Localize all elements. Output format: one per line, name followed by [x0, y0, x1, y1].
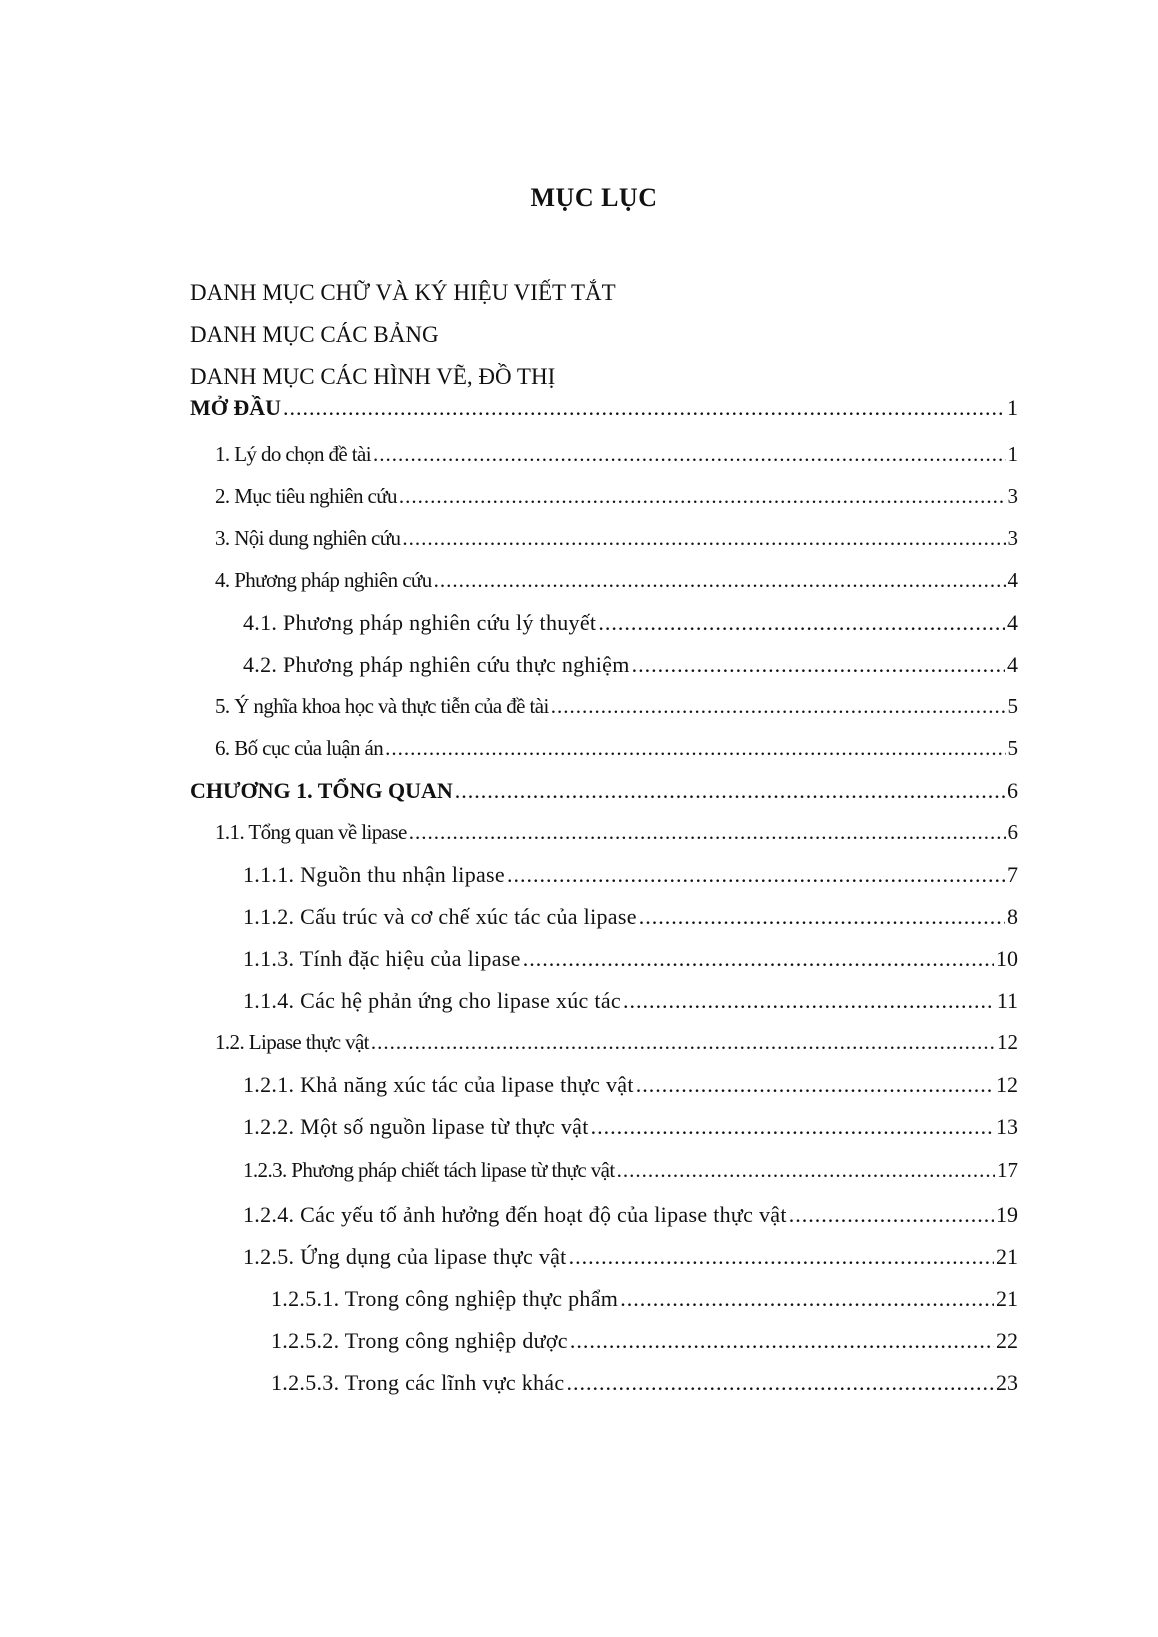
- toc-entry-title: 1.1.4. Các hệ phản ứng cho lipase xúc tác: [243, 988, 621, 1013]
- toc-leader-dots: [598, 610, 1005, 636]
- toc-entry-page: 1: [1007, 442, 1018, 466]
- toc-leader-dots: [373, 442, 1006, 467]
- page-title: MỤC LỤC: [530, 183, 658, 212]
- toc-entry[interactable]: [271, 1286, 1018, 1312]
- toc-leader-dots: [371, 1030, 995, 1055]
- toc-leader-dots: [283, 395, 1005, 421]
- toc-entry[interactable]: [215, 484, 1018, 509]
- toc-entry[interactable]: [271, 1370, 1018, 1396]
- toc-entry-page: 17: [997, 1158, 1018, 1182]
- toc-entry-title: 6. Bố cục của luận án: [215, 736, 384, 760]
- toc-entry-page: 6: [1007, 778, 1018, 803]
- toc-entry[interactable]: [243, 1114, 1018, 1140]
- toc-leader-dots: [402, 526, 1005, 551]
- front-matter-list: [190, 272, 616, 398]
- front-matter-figures[interactable]: DANH MỤC CÁC HÌNH VẼ, ĐỒ THỊ: [190, 364, 556, 389]
- toc-entry[interactable]: [243, 862, 1018, 888]
- toc-entry-title: 4. Phương pháp nghiên cứu: [215, 568, 432, 592]
- toc-entry-title: 1.1.2. Cấu trúc và cơ chế xúc tác của lipase: [243, 904, 637, 929]
- toc-entry[interactable]: [215, 694, 1018, 719]
- toc-entry[interactable]: [215, 568, 1018, 593]
- toc-leader-dots: [632, 652, 1005, 678]
- toc-leader-dots: [507, 862, 1005, 888]
- toc-leader-dots: [789, 1202, 994, 1228]
- toc-entry-page: 3: [1007, 526, 1018, 550]
- toc-entry-title: 1.2. Lipase thực vật: [215, 1030, 369, 1054]
- toc-entry-title: 4.2. Phương pháp nghiên cứu thực nghiệm: [243, 652, 630, 677]
- toc-leader-dots: [569, 1244, 994, 1270]
- toc-leader-dots: [591, 1114, 994, 1140]
- toc-leader-dots: [639, 904, 1005, 930]
- toc-entry-page: 4: [1007, 610, 1018, 635]
- toc-entry-page: 22: [996, 1328, 1018, 1353]
- toc-entry-title: 3. Nội dung nghiên cứu: [215, 526, 401, 550]
- toc-leader-dots: [570, 1328, 994, 1354]
- toc-entry-title: 1.1. Tổng quan về lipase: [215, 820, 407, 844]
- toc-leader-dots: [523, 946, 994, 972]
- toc-leader-dots: [566, 1370, 994, 1396]
- toc-entry-page: 13: [996, 1114, 1018, 1139]
- toc-entry-page: 11: [996, 988, 1018, 1013]
- toc-entry-page: 1: [1007, 395, 1018, 420]
- toc-entry-title: 4.1. Phương pháp nghiên cứu lý thuyết: [243, 610, 597, 635]
- toc-entry[interactable]: [243, 610, 1018, 636]
- toc-leader-dots: [617, 1158, 995, 1183]
- toc-leader-dots: [409, 820, 1006, 845]
- toc-entry-title: 5. Ý nghĩa khoa học và thực tiễn của đề tài: [215, 694, 549, 718]
- toc-leader-dots: [455, 778, 1005, 804]
- toc-entry-title: 1. Lý do chọn đề tài: [215, 442, 371, 466]
- toc-entry-page: 7: [1007, 862, 1018, 887]
- toc-entry[interactable]: [215, 526, 1018, 551]
- toc-entry-title: 1.2.5.2. Trong công nghiệp dược: [271, 1328, 568, 1353]
- toc-entry[interactable]: [243, 1158, 1018, 1183]
- toc-entry-title: 1.2.3. Phương pháp chiết tách lipase từ thực vật: [243, 1158, 615, 1182]
- toc-entry-title: CHƯƠNG 1. TỔNG QUAN: [190, 778, 453, 803]
- toc-entry-page: 4: [1007, 652, 1018, 677]
- toc-entry-page: 4: [1007, 568, 1018, 592]
- toc-entry-page: 3: [1007, 484, 1018, 508]
- toc-entry[interactable]: [243, 652, 1018, 678]
- toc-entry-page: 19: [996, 1202, 1018, 1227]
- toc-entry-title: 1.2.4. Các yếu tố ảnh hưởng đến hoạt độ của lipase thực vật: [243, 1202, 787, 1227]
- toc-entry-title: 1.2.5. Ứng dụng của lipase thực vật: [243, 1244, 567, 1269]
- toc-entry-title: 1.2.5.1. Trong công nghiệp thực phẩm: [271, 1286, 619, 1311]
- toc-entry[interactable]: [215, 736, 1018, 761]
- toc-entry-page: 23: [996, 1370, 1018, 1395]
- toc-entry[interactable]: [215, 820, 1018, 845]
- toc-leader-dots: [620, 1286, 994, 1312]
- front-matter-abbreviations[interactable]: DANH MỤC CHỮ VÀ KÝ HIỆU VIẾT TẮT: [190, 280, 616, 305]
- toc-entry[interactable]: [215, 1030, 1018, 1055]
- toc-entry[interactable]: [243, 946, 1018, 972]
- toc-leader-dots: [623, 988, 995, 1014]
- toc-entry-page: 6: [1007, 820, 1018, 844]
- toc-entry-title: 1.1.3. Tính đặc hiệu của lipase: [243, 946, 521, 971]
- toc-entry[interactable]: [271, 1328, 1018, 1354]
- toc-leader-dots: [434, 568, 1006, 593]
- toc-leader-dots: [399, 484, 1006, 509]
- toc-leader-dots: [385, 736, 1005, 761]
- toc-entry-title: 2. Mục tiêu nghiên cứu: [215, 484, 397, 508]
- toc-entry-title: 1.2.5.3. Trong các lĩnh vực khác: [271, 1370, 565, 1395]
- toc-entry-page: 5: [1007, 736, 1018, 760]
- toc-entry-title: MỞ ĐẦU: [190, 395, 282, 420]
- toc-entry[interactable]: [243, 1244, 1018, 1270]
- front-matter-tables[interactable]: DANH MỤC CÁC BẢNG: [190, 322, 439, 347]
- toc-entry[interactable]: [190, 395, 1018, 421]
- toc-entry-title: 1.2.1. Khả năng xúc tác của lipase thực vật: [243, 1072, 634, 1097]
- toc-entry-title: 1.2.2. Một số nguồn lipase từ thực vật: [243, 1114, 589, 1139]
- toc-entry-page: 12: [997, 1030, 1018, 1054]
- toc-entry-page: 5: [1007, 694, 1018, 718]
- toc-entry[interactable]: [243, 1072, 1018, 1098]
- toc-entry-page: 21: [996, 1286, 1018, 1311]
- toc-entry-page: 21: [996, 1244, 1018, 1269]
- toc-entry[interactable]: [243, 904, 1018, 930]
- toc-entry[interactable]: [243, 1202, 1018, 1228]
- toc-entry-page: 12: [996, 1072, 1018, 1097]
- toc-leader-dots: [551, 694, 1006, 719]
- toc-entry-title: 1.1.1. Nguồn thu nhận lipase: [243, 862, 505, 887]
- toc-entry[interactable]: [243, 988, 1018, 1014]
- toc-entry-page: 10: [996, 946, 1018, 971]
- toc-entry-page: 8: [1007, 904, 1018, 929]
- toc-entry[interactable]: [190, 778, 1018, 804]
- toc-entry[interactable]: [215, 442, 1018, 467]
- toc-leader-dots: [636, 1072, 994, 1098]
